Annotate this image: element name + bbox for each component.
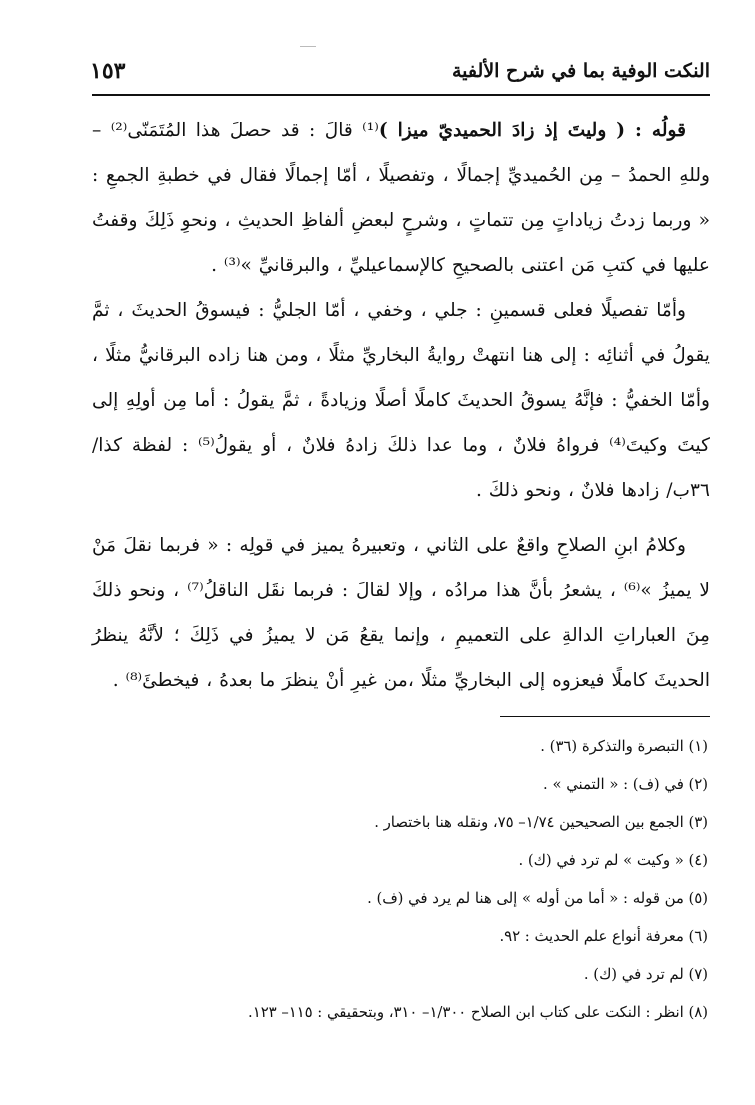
header-rule [92,94,710,96]
main-text [92,108,710,703]
footnote-1: (١) التبصرة والتذكرة (٣٦) . [540,738,708,755]
paragraph-1-text: ⁽¹⁾ قالَ : قد حصلَ هذا المُتَمَنّى⁽²⁾ – وللهِ الحمدُ – مِن الحُميديِّ إجمالًا ، وتفصيلًا ، أمّا إجمالًا فقال في خطبةِ الجمعِ : « وربما زدتُ زياداتٍ مِن تتماتٍ ، وشرحٍ لبعضِ ألفاظِ الحديثِ ، ونحوِ ذَلِكَ وقفتُ عليها في كتبِ مَن اعتنى بالصحيحِ كالإسماعيليِّ ، والبرقانيِّ »⁽³⁾ . [92,120,710,276]
footnote-7: (٧) لم ترد في (ك) . [583,966,708,983]
footnote-5: (٥) من قوله : « أما من أوله » إلى هنا لم يرد في (ف) . [367,890,708,907]
footnotes [92,728,708,1032]
footnote-6: (٦) معرفة أنواع علم الحديث : ٩٢. [499,928,708,945]
page-header [90,58,710,92]
running-title: النكت الوفية بما في شرح الألفية [452,60,710,82]
page-number: ١٥٣ [90,58,126,84]
footnote-3: (٣) الجمع بين الصحيحين ١/٧٤– ٧٥، ونقله هنا باختصار . [374,814,708,831]
paragraph-3: وكلامُ ابنِ الصلاحِ واقعٌ على الثاني ، وتعبيرهُ يميز في قولِه : « فربما نقلَ مَنْ لا يميزُ »⁽⁶⁾ ، يشعرُ بأنَّ هذا مرادُه ، وإلا لقالَ : فربما نقَل الناقلُ⁽⁷⁾ ، ونحو ذلكَ مِنَ العباراتِ الدالةِ على التعميمِ ، وإنما يقعُ مَن لا يميزُ في ذَلِكَ ؛ لأنَّهُ ينظرُ الحديثَ كاملًا فيعزوه إلى البخاريِّ مثلًا ،من غيرِ أنْ ينظرَ ما بعدهُ ، فيخطئَ⁽⁸⁾ . [92,535,710,691]
footnote-2: (٢) في (ف) : « التمني » . [543,776,708,793]
paragraph-2: وأمّا تفصيلًا فعلى قسمينِ : جلي ، وخفي ، أمّا الجليُّ : فيسوقُ الحديثَ ، ثمَّ يقولُ في أثنائِه : إلى هنا انتهتْ روايةُ البخاريِّ مثلًا ، ومن هنا زاده البرقانيُّ مثلًا ، وأمّا الخفيُّ : فإنَّهُ يسوقُ الحديثَ كاملًا أصلًا وزيادةً ، ثمَّ يقولُ : أما مِن أولِهِ إلى كيتَ وكيتَ⁽⁴⁾ فرواهُ فلانٌ ، وما عدا ذلكَ زادهُ فلانٌ ، أو يقولُ⁽⁵⁾ : لفظة كذا/٣٦ب/ زادها فلانٌ ، ونحو ذلكَ . [92,300,710,501]
top-scan-mark [300,46,316,47]
footnote-8: (٨) انظر : النكت على كتاب ابن الصلاح ١/٣٠٠– ٣١٠، وبتحقيقي : ١١٥– ١٢٣. [248,1004,708,1021]
paragraph-1 [92,108,710,288]
quoted-verse: قولُه : ( وليتَ إذ زادَ الحميديّ ميزا ) [378,120,687,141]
footnote-separator [500,716,710,717]
footnote-4: (٤) « وكيت » لم ترد في (ك) . [518,852,708,869]
